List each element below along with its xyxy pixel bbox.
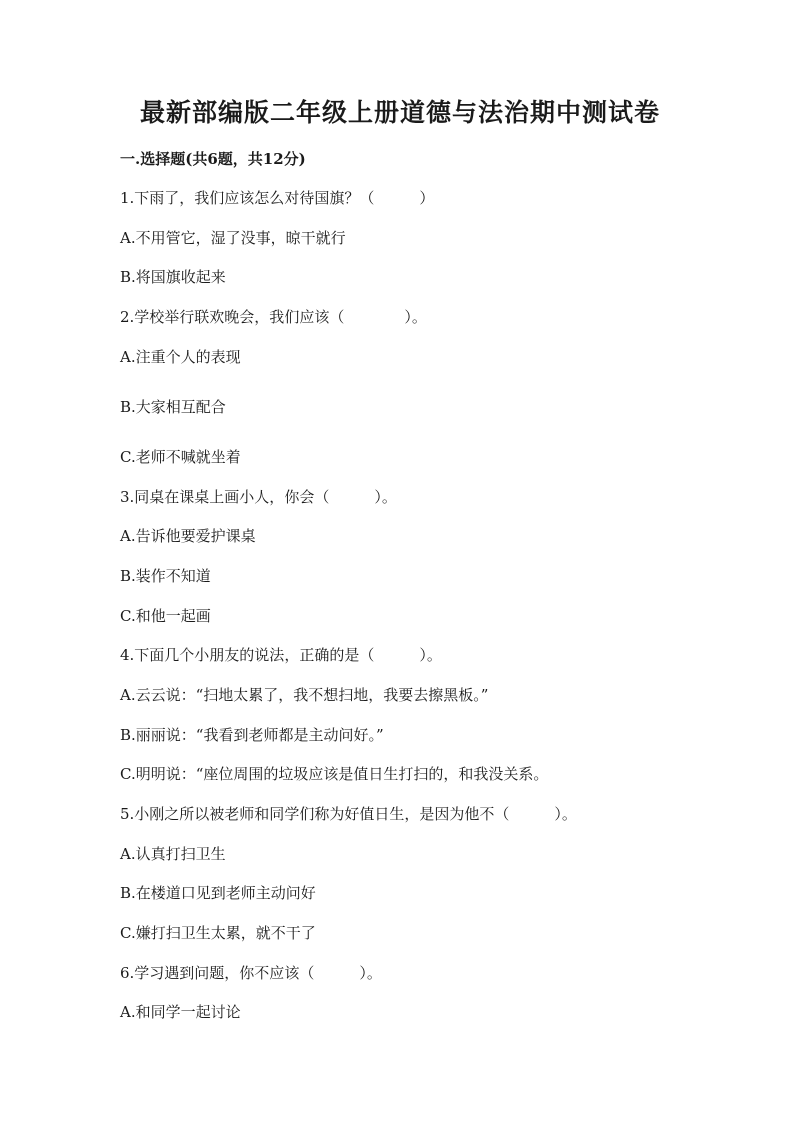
option-5a: A.认真打扫卫生	[120, 845, 226, 863]
question-1: 1.下雨了，我们应该怎么对待国旗？（ ）	[120, 189, 435, 207]
option-3c: C.和他一起画	[120, 607, 211, 625]
option-3b: B.装作不知道	[120, 567, 211, 585]
option-6a: A.和同学一起讨论	[120, 1003, 241, 1021]
question-5: 5.小刚之所以被老师和同学们称为好值日生，是因为他不（ ）。	[120, 805, 577, 823]
option-5b: B.在楼道口见到老师主动问好	[120, 884, 316, 902]
option-2b: B.大家相互配合	[120, 398, 226, 416]
question-2: 2.学校举行联欢晚会，我们应该（ ）。	[120, 308, 427, 326]
option-4a: A.云云说：“扫地太累了，我不想扫地，我要去擦黑板。”	[120, 686, 489, 704]
option-2a: A.注重个人的表现	[120, 348, 241, 366]
section-heading: 一.选择题(共6题，共12分)	[120, 150, 306, 168]
option-4b: B.丽丽说：“我看到老师都是主动问好。”	[120, 726, 384, 744]
question-3: 3.同桌在课桌上画小人，你会（ ）。	[120, 488, 397, 506]
exam-title: 最新部编版二年级上册道德与法治期中测试卷	[139, 98, 660, 127]
option-4c: C.明明说：“座位周围的垃圾应该是值日生打扫的，和我没关系。	[120, 765, 549, 783]
option-1b: B.将国旗收起来	[120, 268, 226, 286]
option-3a: A.告诉他要爱护课桌	[120, 527, 256, 545]
option-1a: A.不用管它，湿了没事，晾干就行	[120, 229, 346, 247]
question-6: 6.学习遇到问题，你不应该（ ）。	[120, 964, 382, 982]
option-5c: C.嫌打扫卫生太累，就不干了	[120, 924, 316, 942]
option-2c: C.老师不喊就坐着	[120, 448, 241, 466]
question-4: 4.下面几个小朋友的说法，正确的是（ ）。	[120, 646, 442, 664]
